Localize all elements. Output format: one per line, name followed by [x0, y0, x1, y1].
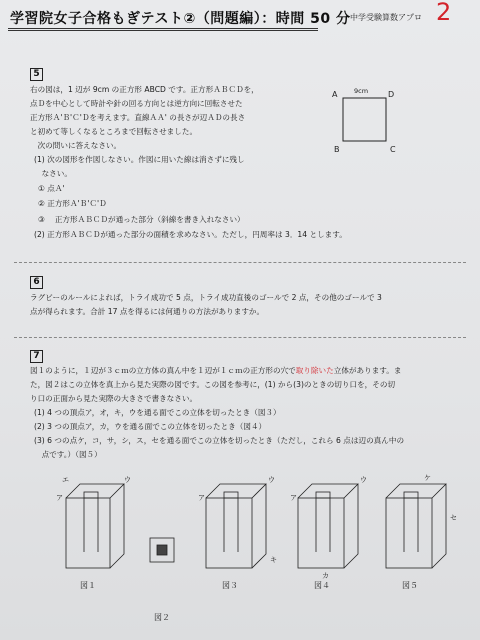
q5-line: 正方形Ａ'Ｂ'Ｃ'Ｄを考えます。直線ＡＡ' の長さが辺ＡＤの長さ [30, 113, 246, 122]
figure-3-caption: 図３ [222, 581, 238, 590]
title-underline-2 [8, 30, 318, 31]
title-underline [8, 28, 318, 29]
q6-line: 点が得られます。合計 17 点を得るには何通りの方法がありますか。 [30, 307, 265, 316]
vertex-a-label: ア [290, 494, 297, 502]
vertex-e-label: エ [62, 476, 69, 484]
question-6-number: 6 [30, 276, 43, 289]
q7-line: (3) 6 つの点ケ，コ，サ，シ，ス，セを通る面でこの立体を切ったとき（ただし，これら 6 点は辺の真ん中の [34, 436, 405, 445]
square-abcd-figure [330, 84, 410, 154]
q7-line1-red: 取り除いた [295, 366, 334, 375]
q7-line: 点です。）（図５） [34, 450, 102, 459]
q5-line: 右の図は，1 辺が 9cm の正方形 ABCD です。正方形ＡＢＣＤを， [30, 85, 259, 94]
q7-line-1 [30, 366, 402, 376]
q5-line: ③ 正方形ＡＢＣＤが通った部分（斜線を書き入れなさい） [38, 215, 245, 224]
figure-5-cube [386, 484, 446, 568]
vertex-a-label: A [332, 90, 338, 99]
page-title: 学習院女子合格もぎテスト②（問題編）：時間 50 分 [10, 11, 351, 27]
vertex-b-label: B [334, 145, 340, 154]
vertex-c-label: C [390, 145, 396, 154]
q5-line: と初めて等しくなるところまで回転させました。 [30, 127, 198, 136]
q7-line: (2) 3 つの頂点ア，カ，ウを通る面でこの立体を切ったとき（図４） [34, 422, 267, 431]
section-divider [14, 262, 466, 263]
vertex-a-label: ア [56, 494, 63, 502]
vertex-ka-label: カ [322, 572, 329, 580]
publisher-name: 中学受験算数アプロ [350, 13, 422, 22]
q7-line1-a: 図１のように，１辺が３ｃｍの立方体の真ん中を１辺が１ｃｍの正方形の穴で [30, 366, 296, 375]
cube-figures [0, 470, 480, 640]
figure-2-top-view [150, 538, 174, 562]
q5-line: ① 点Ａ' [38, 184, 65, 193]
section-divider [14, 337, 466, 338]
figure-2-caption: 図２ [154, 613, 170, 622]
figure-5-caption: 図５ [402, 581, 418, 590]
q7-line: (1) 4 つの頂点ア，オ，キ，ウを通る面でこの立体を切ったとき（図３） [34, 408, 281, 417]
page-number: 2 [436, 0, 452, 26]
vertex-se-label: セ [450, 514, 457, 522]
vertex-u-label: ウ [268, 476, 275, 484]
q5-line: ② 正方形Ａ'Ｂ'Ｃ'Ｄ [38, 199, 107, 208]
q7-line: た，図２はこの立体を真上から見た実際の図です。この図を参考に，(1) から(3)のときの切り口を，その切 [30, 380, 396, 389]
q5-line: (2) 正方形ＡＢＣＤが通った部分の面積を求めなさい。ただし，円周率は 3．14 とします。 [34, 230, 347, 239]
side-length-label: 9cm [354, 87, 369, 95]
figure-4-caption: 図４ [314, 581, 330, 590]
q7-line1-b: 立体があります。ま [333, 366, 402, 375]
figure-1-caption: 図１ [80, 581, 96, 590]
figure-3-cube [206, 484, 266, 568]
q5-line: なさい。 [34, 169, 72, 178]
vertex-ke-label: ケ [424, 474, 431, 482]
vertex-ki-label: キ [270, 556, 277, 564]
q5-line: 点Ｄを中心として時計や針の回る方向とは逆方向に回転させた [30, 99, 243, 108]
vertex-a-label: ア [198, 494, 205, 502]
vertex-u-label: ウ [124, 476, 131, 484]
vertex-d-label: D [388, 90, 395, 99]
vertex-u-label: ウ [360, 476, 367, 484]
q5-line: (1) 次の図形を作図しなさい。作図に用いた線は消さずに残し [34, 155, 245, 164]
figure-4-cube [298, 484, 358, 568]
question-5-number: 5 [30, 68, 43, 81]
figure-1-cube [66, 484, 124, 568]
q5-line: 次の問いに答えなさい。 [30, 141, 122, 150]
q7-line: り口の正面から見た実際の大きさで書きなさい。 [30, 394, 198, 403]
q6-line: ラグビーのルールによれば，トライ成功で 5 点，トライ成功直後のゴールで 2 点，その他のゴールで 3 [30, 293, 382, 302]
question-7-number: 7 [30, 350, 43, 363]
